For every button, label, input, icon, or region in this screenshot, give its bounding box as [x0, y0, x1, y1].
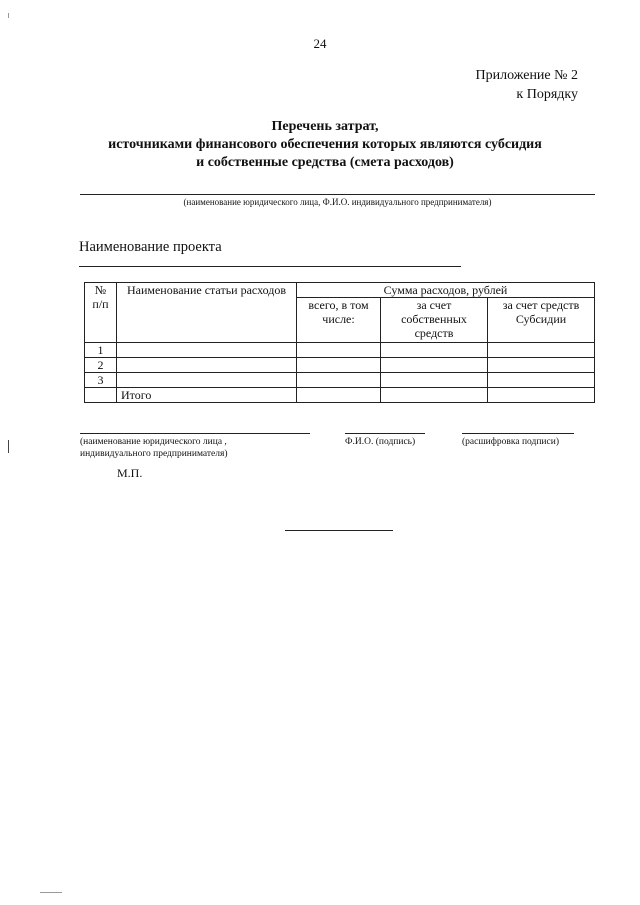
table-header-row: [85, 283, 595, 298]
header-subsidy: за счет средств Субсидии: [488, 298, 595, 343]
row-own-funds: [381, 343, 488, 358]
decode-caption: (расшифровка подписи): [462, 437, 559, 447]
header-expense-name: Наименование статьи расходов: [117, 283, 297, 343]
row-number: 2: [85, 358, 117, 373]
scan-margin-mark: [8, 13, 9, 18]
row-number: 3: [85, 373, 117, 388]
row-total: [297, 358, 381, 373]
row-own-funds: [381, 373, 488, 388]
header-total: всего, в том числе:: [297, 298, 381, 343]
entity-signature-line: [80, 433, 310, 434]
row-expense-name: [117, 343, 297, 358]
document-title: [60, 118, 590, 172]
appendix-line-1: Приложение № 2: [475, 68, 578, 83]
row-subsidy: [488, 358, 595, 373]
project-name-line: [79, 266, 461, 267]
header-own-funds: за счет собственных средств: [381, 298, 488, 343]
row-expense-name: [117, 373, 297, 388]
entity-caption: (наименование юридического лица, Ф.И.О. индивидуального предпринимателя): [183, 197, 492, 207]
scan-margin-mark: [40, 892, 62, 893]
project-label: Наименование проекта: [79, 239, 222, 255]
header-number: № п/п: [85, 283, 117, 343]
entity-signature-caption: [80, 436, 228, 460]
cost-estimate-table: [84, 282, 595, 403]
row-own-funds: [381, 358, 488, 373]
appendix-reference: [476, 66, 579, 104]
title-line-2: источниками финансового обеспечения которых являются субсидия: [108, 137, 542, 152]
row-number: 1: [85, 343, 117, 358]
row-expense-name: [117, 358, 297, 373]
table-row: [85, 343, 595, 358]
closing-separator-line: [285, 530, 393, 531]
fio-signature-line: [345, 433, 425, 434]
title-line-3: и собственные средства (смета расходов): [196, 155, 454, 170]
row-total: [297, 373, 381, 388]
entity-name-line: [80, 194, 595, 195]
page-number: 24: [313, 36, 327, 51]
row-subsidy: [488, 343, 595, 358]
total-label: Итого: [117, 388, 297, 403]
appendix-line-2: к Порядку: [516, 87, 578, 102]
entity-caption-line-1: (наименование юридического лица ,: [80, 437, 227, 447]
table-row: [85, 373, 595, 388]
stamp-place: М.П.: [117, 466, 143, 480]
row-total: [297, 343, 381, 358]
table-row: [85, 358, 595, 373]
header-sum: Сумма расходов, рублей: [297, 283, 595, 298]
entity-caption-line-2: индивидуального предпринимателя): [80, 449, 228, 459]
row-subsidy: [488, 373, 595, 388]
fio-caption: Ф.И.О. (подпись): [345, 437, 416, 447]
decode-signature-line: [462, 433, 574, 434]
table-total-row: [85, 388, 595, 403]
title-line-1: Перечень затрат,: [271, 119, 379, 134]
scan-margin-mark: [8, 440, 9, 453]
